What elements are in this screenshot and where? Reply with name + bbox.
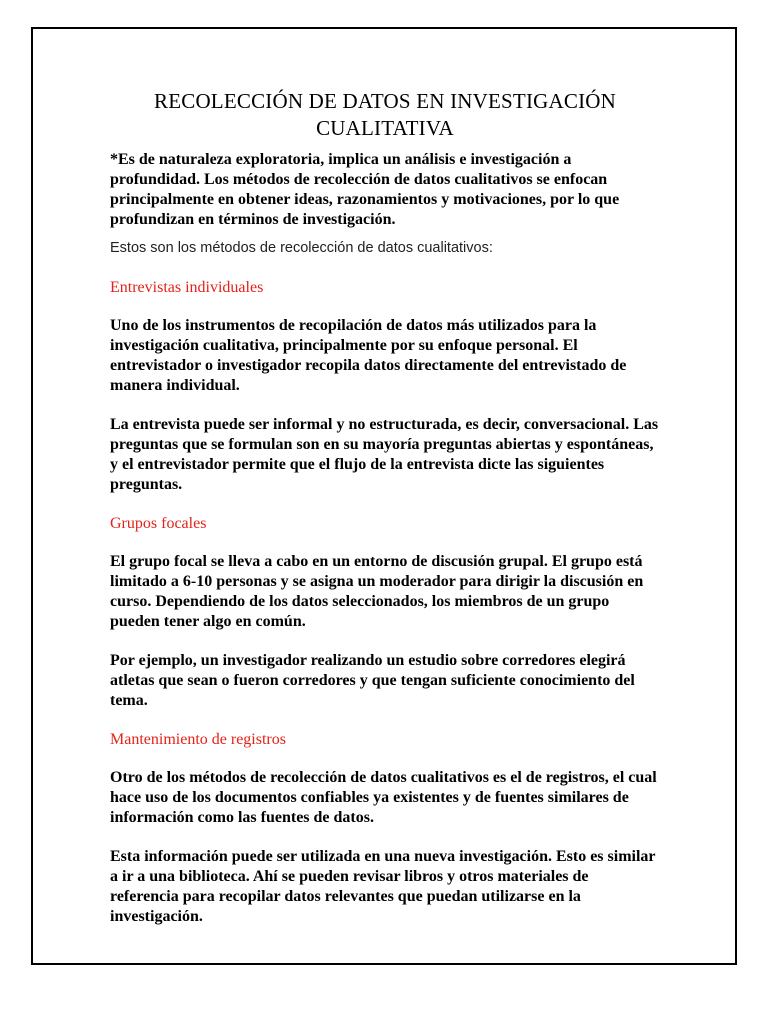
section-heading-grupos-focales: Grupos focales (110, 515, 207, 532)
section-paragraph: La entrevista puede ser informal y no estructurada, es decir, conversacional. Las preguntas que se formulan son en su mayoría preguntas abiertas y espontáneas, y el entrevistador permite que el flujo de la entrevista dicte las siguientes preguntas. (110, 416, 659, 493)
section-paragraph: Uno de los instrumentos de recopilación de datos más utilizados para la investigación cualitativa, principalmente por su enfoque personal. El entrevistador o investigador recopila datos directamente del entrevistado de manera individual. (110, 317, 627, 394)
section-paragraph: Esta información puede ser utilizada en una nueva investigación. Esto es similar a ir a una biblioteca. Ahí se pueden revisar libros y otros materiales de referencia para recopilar datos relevantes que puedan utilizarse en la investigación. (110, 848, 656, 925)
section-grupos-focales (110, 514, 660, 711)
section-paragraph: El grupo focal se lleva a cabo en un entorno de discusión grupal. El grupo está limitado a 6-10 personas y se asigna un moderador para dirigir la discusión en curso. Dependiendo de los datos seleccionados, los miembros de un grupo pueden tener algo en común. (110, 553, 644, 630)
section-heading-entrevistas: Entrevistas individuales (110, 279, 264, 296)
intro-paragraph: *Es de naturaleza exploratoria, implica un análisis e investigación a profundidad. Los métodos de recolección de datos cualitativos se enfocan principalmente en obtener ideas, razonamientos y motivaciones, por lo que profundizan en términos de investigación. (110, 151, 620, 228)
section-entrevistas (110, 278, 660, 495)
section-paragraph: Otro de los métodos de recolección de datos cualitativos es el de registros, el cual hace uso de los documentos confiables ya existentes y de fuentes similares de información como las fuentes de datos. (110, 769, 657, 826)
document-title: RECOLECCIÓN DE DATOS EN INVESTIGACIÓN CUALITATIVA (154, 89, 616, 140)
section-paragraph: Por ejemplo, un investigador realizando un estudio sobre corredores elegirá atletas que sean o fueron corredores y que tengan suficiente conocimiento del tema. (110, 652, 635, 709)
section-mantenimiento-registros (110, 730, 660, 927)
section-heading-mantenimiento-registros: Mantenimiento de registros (110, 731, 286, 748)
document-content (110, 88, 660, 927)
methods-intro: Estos son los métodos de recolección de datos cualitativos: (110, 240, 493, 256)
